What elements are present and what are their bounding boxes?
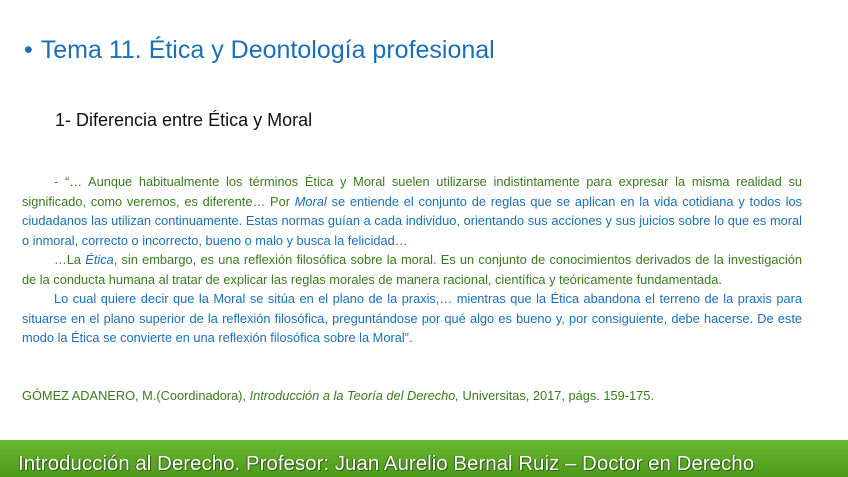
bullet-icon: • (24, 36, 33, 64)
quote-p2-part-2: , sin embargo, es una reflexión filosófica sobre la moral. Es un conjunto de conocimientos derivados de la investigación de la conducta humana al tratar de explicar las reglas morales de manera racional, científica y teóricamente fundamentada. (22, 252, 802, 287)
quote-p2-part-1: …La (54, 252, 86, 267)
footer-text: Introducción al Derecho. Profesor: Juan Aurelio Bernal Ruiz – Doctor en Derecho (18, 452, 755, 475)
footer-bar (0, 440, 848, 477)
quote-paragraph-3 (22, 289, 802, 348)
reference-author: GÓMEZ ADANERO, M.(Coordinadora), (22, 388, 250, 403)
quote-p2-etica: Ética (85, 252, 114, 267)
quote-p1-part-1: - “… Aunque habitualmente los términos Ética y Moral suelen utilizarse indistintamente para expresar la misma realidad su significado, como veremos, es diferente… Por (22, 174, 802, 209)
reference-publisher: Universitas, 2017, págs. 159-175. (458, 388, 654, 403)
slide-title-text: Tema 11. Ética y Deontología profesional (40, 36, 495, 64)
quote-paragraph-1 (22, 172, 802, 250)
bibliographic-reference (22, 386, 822, 405)
reference-work: Introducción a la Teoría del Derecho, (249, 388, 459, 403)
quote-p1-part-2: se entiende el conjunto de reglas que se aplican en la vida cotidiana y todos los ciudadanos las utilizan continuamente. Estas normas guían a cada individuo, orientando sus acciones y sus juicios sobre lo que es moral o inmoral, correcto o incorrecto, bueno o malo y busca la felicidad… (22, 193, 802, 248)
slide-title (24, 36, 495, 65)
quote-p1-moral: Moral (294, 193, 327, 209)
quote-p3-text: Lo cual quiere decir que la Moral se sitúa en el plano de la praxis,… mientras que la Ética abandona el terreno de la praxis para situarse en el plano superior de la reflexión filosófica, preguntándose por qué algo es bueno y, por consiguiente, debe hacerse. De este modo la Ética se convierte en una reflexión filosófica sobre la Moral”. (22, 291, 802, 345)
quote-paragraph-2 (22, 250, 802, 289)
slide-subtitle: 1- Diferencia entre Ética y Moral (55, 110, 313, 130)
quote-block (22, 172, 802, 348)
